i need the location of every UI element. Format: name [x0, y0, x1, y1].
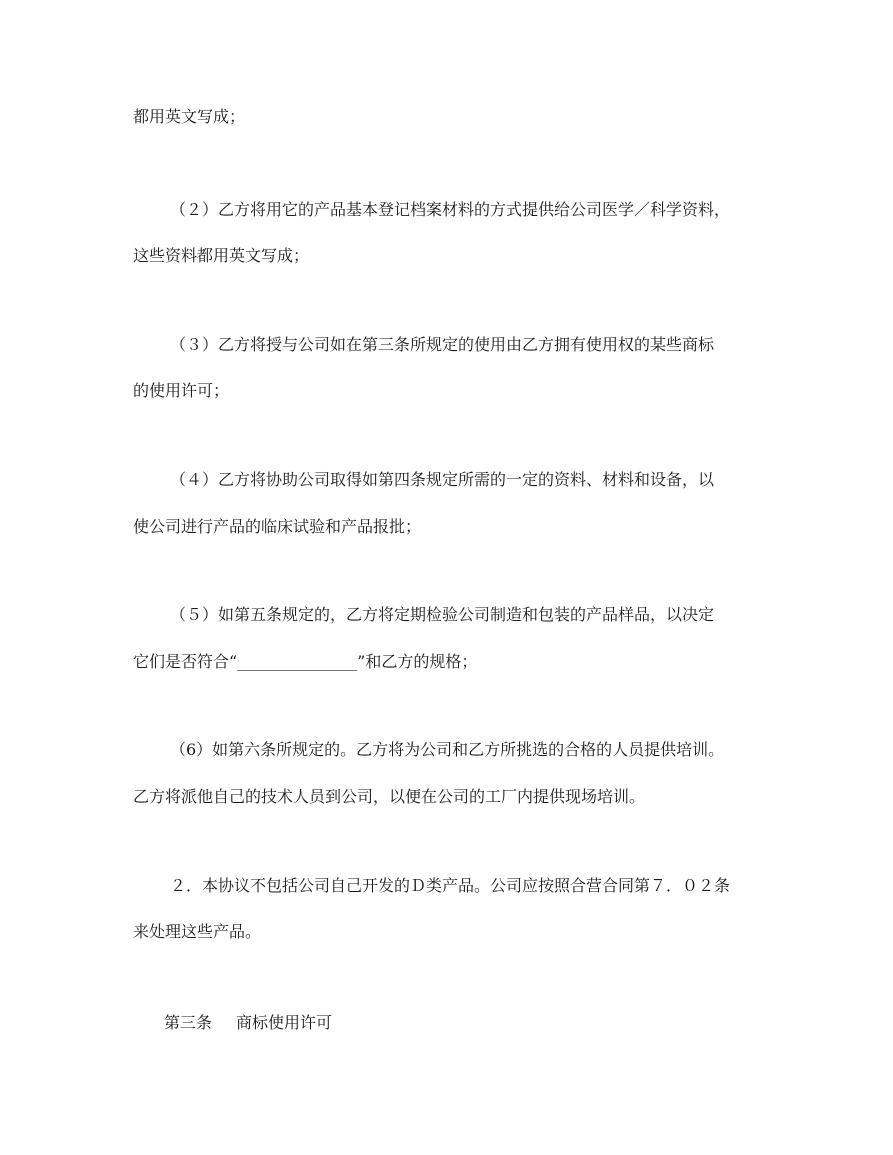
article-number: 第三条 [164, 1013, 213, 1032]
intro-tail-line: 都用英文写成； [133, 107, 246, 126]
item-2-line-1: （２）乙方将用它的产品基本登记档案材料的方式提供给公司医学／科学资料， [170, 200, 731, 219]
item-4-line-1: （４）乙方将协助公司取得如第四条规定所需的一定的资料、材料和设备，以 [170, 470, 715, 489]
clause-2-line-2: 来处理这些产品。 [133, 922, 262, 941]
item-3-line-1: （３）乙方将授与公司如在第三条所规定的使用由乙方拥有使用权的某些商标 [170, 335, 715, 354]
item-3-line-2: 的使用许可； [133, 381, 230, 400]
item-5-line-2: 它们是否符合“_______________”和乙方的规格； [133, 652, 478, 671]
item-4-line-2: 使公司进行产品的临床试验和产品报批； [133, 517, 422, 536]
item-6-line-1: （6）如第六条所规定的。乙方将为公司和乙方所挑选的合格的人员提供培训。 [170, 740, 725, 759]
item-2-line-2: 这些资料都用英文写成； [133, 246, 310, 265]
item-5-line-1: （５）如第五条规定的，乙方将定期检验公司制造和包装的产品样品，以决定 [170, 605, 715, 624]
item-6-line-2: 乙方将派他自己的技术人员到公司，以便在公司的工厂内提供现场培训。 [133, 787, 646, 806]
article-title: 商标使用许可 [236, 1013, 333, 1032]
article-heading [164, 1013, 332, 1033]
clause-2-line-1: ２．本协议不包括公司自己开发的Ｄ类产品。公司应按照合营合同第７．０２条 [170, 876, 731, 895]
